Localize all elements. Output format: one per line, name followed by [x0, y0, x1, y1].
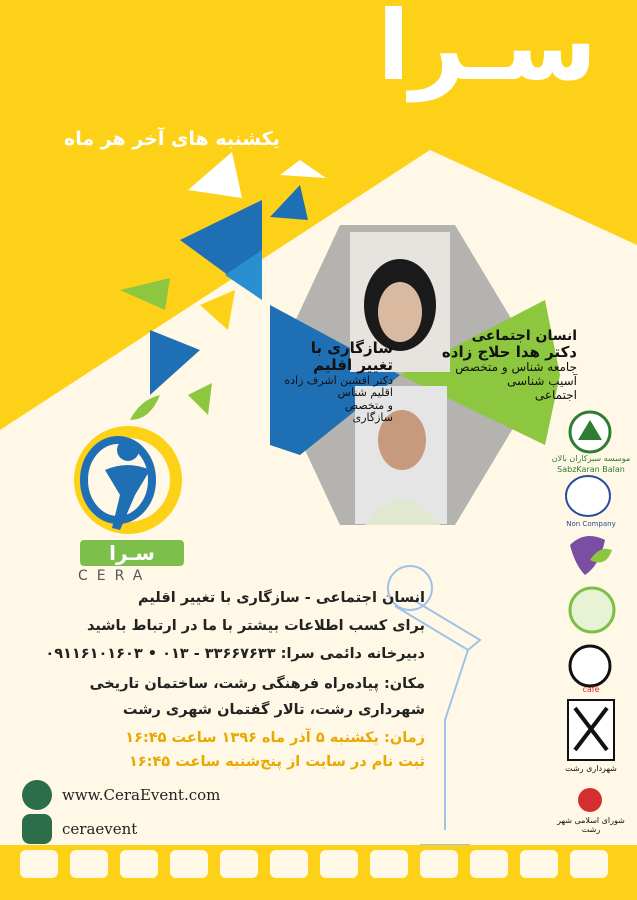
register-note [5, 754, 425, 770]
instagram-icon [22, 814, 52, 844]
contact-note: برای کسب اطلاعات بیشتر با ما در ارتباط باشید [87, 618, 425, 634]
speaker-name: دکتر افشین اشرف زاده [284, 373, 393, 387]
sponsor-sabzkaran-latin: SabzKaran Balan [557, 465, 625, 474]
talk-title: سازگاری با [310, 339, 393, 357]
event-place: شهرداری رشت، تالار گفتمان شهری رشت [122, 702, 425, 718]
register-text: ثبت نام در سایت از پنج‌شنبه ساعت ۱۶:۴۵ [128, 754, 425, 770]
poster-subtitle: یکشنبه های آخر هر ماه [64, 128, 280, 150]
cera-logo-wordmark: سـرا [80, 540, 184, 566]
speaker-name: دکتر هدا حلاج زاده [441, 343, 577, 362]
sponsor-nut-company: Non Company [566, 520, 616, 528]
speaker-role: سازگاری [352, 411, 393, 425]
speaker-role: آسیب شناسی [507, 374, 577, 389]
sponsor-sabzkaran-name: موسسه سبزکاران بالان [551, 454, 631, 463]
speaker-block-left [268, 340, 393, 425]
speaker-block-right [427, 328, 577, 403]
speaker-role: و متخصص [344, 398, 393, 412]
speaker-role: اقلیم شناس [337, 386, 393, 400]
cera-logo-latin: CERA [78, 568, 152, 584]
sponsor-cafe: cafe [582, 685, 600, 694]
instagram-handle[interactable]: ceraevent [62, 820, 138, 838]
event-topic: انسان اجتماعی - سازگاری با تغییر اقلیم [138, 590, 425, 606]
website-link[interactable]: www.CeraEvent.com [62, 786, 221, 804]
event-place: مکان: پیاده‌راه فرهنگی رشت، ساختمان تاریخی [89, 676, 425, 692]
speaker-role: جامعه شناس و متخصص [455, 360, 577, 375]
sponsor-rasht-municipality: شهرداری رشت [565, 764, 617, 773]
globe-icon [22, 780, 52, 810]
secretariat-phone: دبیرخانه دائمی سرا: ۳۳۶۶۷۶۳۳ - ۰۱۳ • ۰۹۱۱۶۱۰۱۶۰۳ [45, 646, 425, 662]
talk-title: انسان اجتماعی [471, 328, 577, 344]
event-time [5, 730, 425, 746]
talk-title: تغییر اقلیم [313, 356, 393, 375]
speaker-role: اجتماعی [534, 387, 577, 402]
sponsor-rasht-council: شورای اسلامی شهر رشت [557, 816, 625, 834]
event-time-text: زمان: یکشنبه ۵ آذر ماه ۱۳۹۶ ساعت ۱۶:۴۵ [125, 730, 425, 746]
poster-title: سـرا [377, 0, 597, 102]
